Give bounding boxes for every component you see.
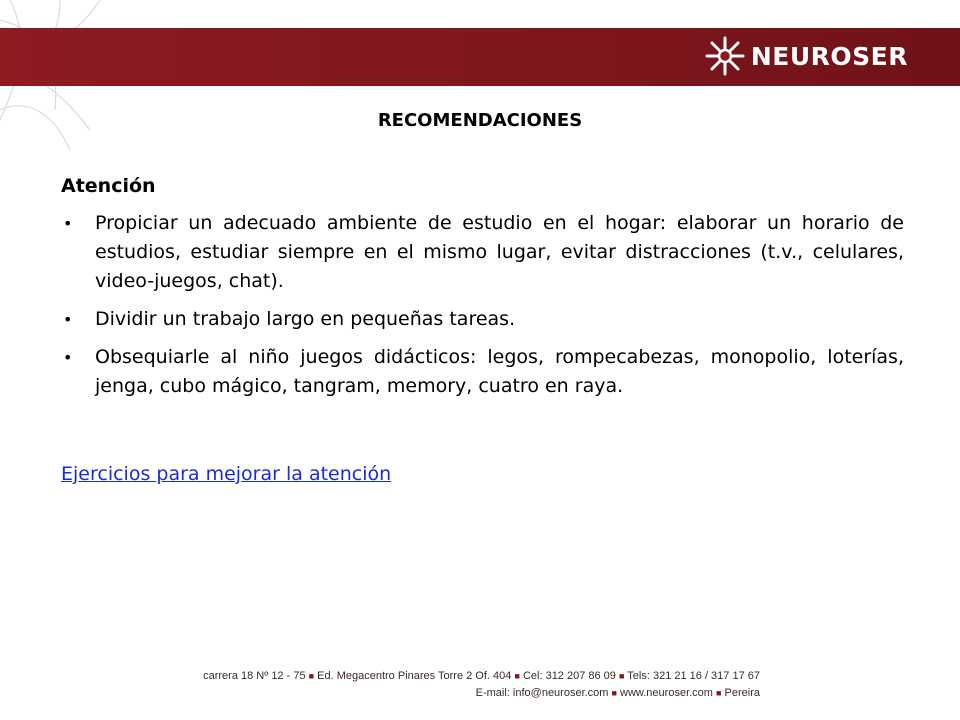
footer-address: carrera 18 Nº 12 - 75	[203, 670, 306, 682]
content-section	[61, 172, 904, 410]
list-item	[61, 209, 904, 296]
section-heading: Atención	[61, 175, 156, 197]
bullet-icon: •	[63, 348, 73, 367]
footer-city: Pereira	[724, 687, 760, 699]
list-item-text: Obsequiarle al niño juegos didácticos: legos, rompecabezas, monopolio, loterías, jenga, cubo mágico, tangram, memory, cuatro en raya.	[95, 346, 904, 397]
separator-icon: ■	[308, 671, 315, 681]
bullet-icon: •	[63, 310, 73, 329]
list-item	[61, 305, 904, 334]
list-item	[61, 343, 904, 401]
footer-tels: Tels: 321 21 16 / 317 17 67	[627, 670, 760, 682]
list-item-text: Dividir un trabajo largo en pequeñas tareas.	[95, 308, 516, 330]
separator-icon: ■	[716, 688, 722, 698]
separator-icon: ■	[611, 688, 617, 698]
footer-email: E-mail: info@neuroser.com	[475, 687, 609, 699]
footer-web: www.neuroser.com	[620, 687, 713, 699]
footer-line-2	[203, 685, 760, 702]
brand-logo	[703, 34, 908, 78]
page-title: RECOMENDACIONES	[377, 110, 583, 131]
footer-contact	[203, 668, 760, 702]
footer-building: Ed. Megacentro Pinares Torre 2 Of. 404	[317, 670, 512, 682]
bullet-icon: •	[63, 214, 73, 233]
recommendation-list	[61, 209, 904, 401]
attention-exercises-link[interactable]: Ejercicios para mejorar la atención	[61, 463, 392, 485]
separator-icon: ■	[618, 671, 625, 681]
footer-line-1	[203, 668, 760, 685]
list-item-text: Propiciar un adecuado ambiente de estudio en el hogar: elaborar un horario de estudios, estudiar siempre en el mismo lugar, evitar distracciones (t.v., celulares, video-juegos, chat).	[95, 212, 904, 292]
star-logo-icon	[703, 34, 747, 78]
separator-icon: ■	[514, 671, 520, 681]
footer-cel: Cel: 312 207 86 09	[522, 670, 616, 682]
brand-name: NEUROSER	[750, 41, 908, 71]
